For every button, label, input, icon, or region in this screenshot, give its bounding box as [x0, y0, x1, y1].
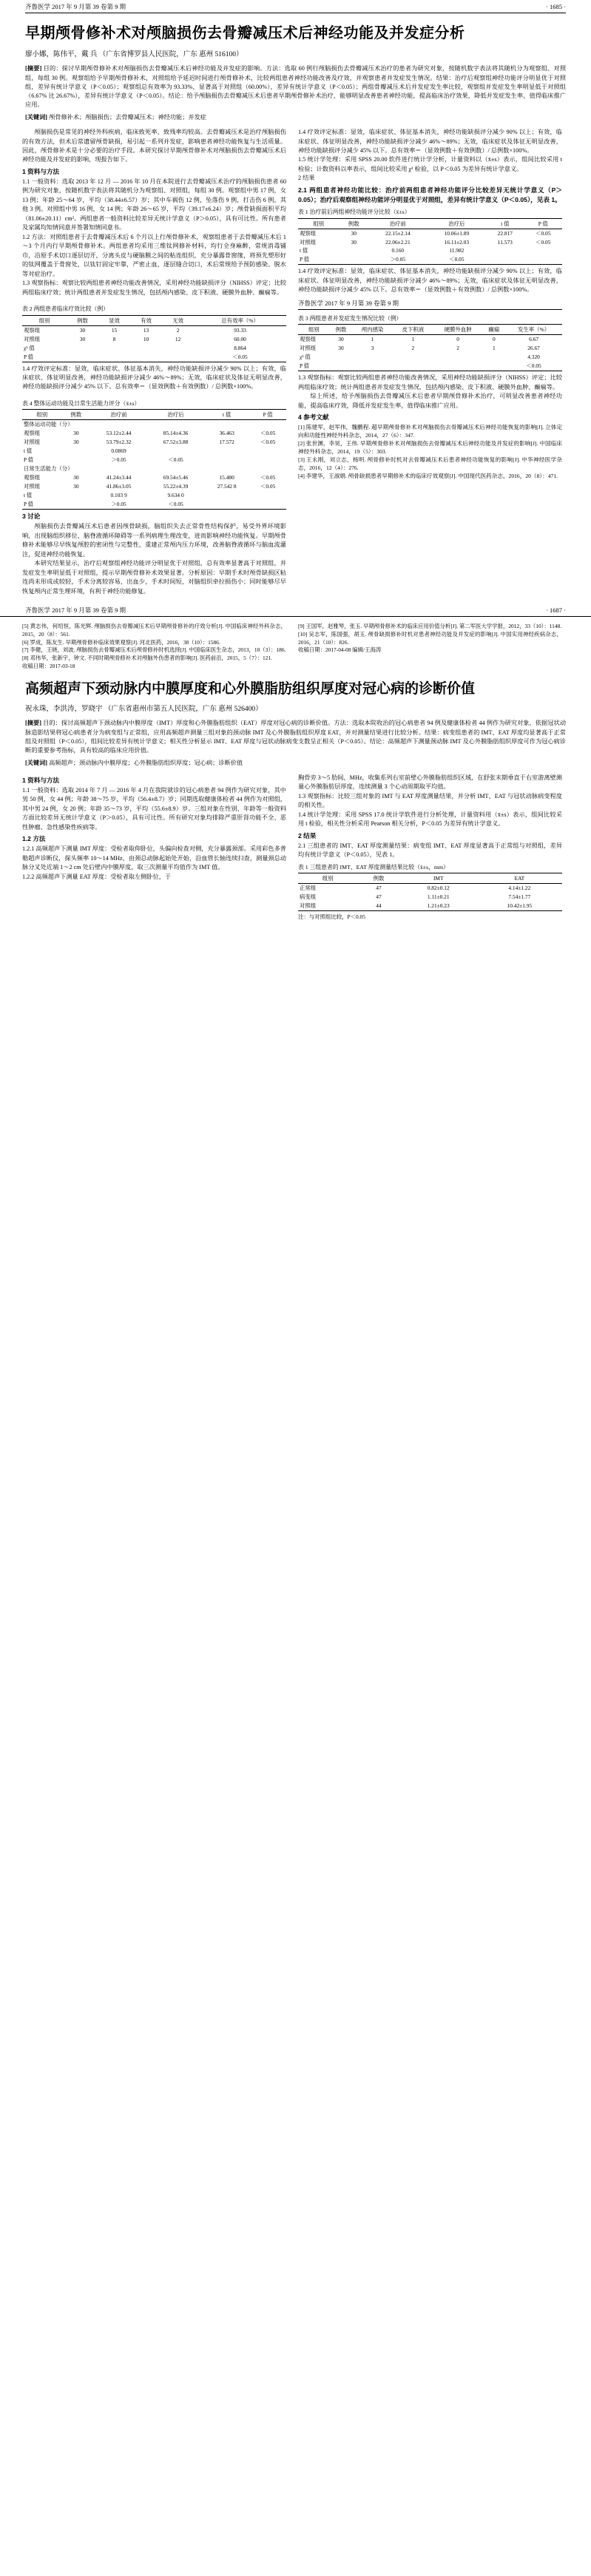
column-left-p1685 [22, 128, 286, 596]
t5-r2c2: 1.21±0.23 [400, 902, 477, 910]
t1-r0c2: 22.15±2.14 [385, 229, 411, 237]
t4-g2r0c4: 15.480 [219, 474, 234, 481]
article-title-1: 早期颅骨修补术对颅脑损伤去骨瓣减压术后神经功能及并发症分析 [25, 25, 465, 42]
t5-r1c3: 7.54±1.77 [508, 893, 531, 901]
body-columns-article2 [22, 774, 569, 922]
article-authors-1: 廖小娜，陈伟平，戴 兵 （广东省博罗县人民医院，广东 惠州 516100） [25, 51, 243, 59]
t3-h1: 例数 [330, 325, 353, 335]
t4-g2r1c1: 30 [73, 483, 79, 490]
t1-r0c5: ＜0.05 [536, 229, 551, 237]
table-row [298, 344, 562, 353]
table-row [298, 884, 562, 893]
reference-item: [1] 陈建军，赵军伟，魏鹏程. 超早期颅骨修补术对颅脑损伤去骨瓣减压术后神经功能恢复的影响[J]. 立体定向和功能性神经外科杂志，2014，27（6）：347. [298, 424, 562, 439]
footnote-item: [7] 李健，王晓，刘波. 颅脑损伤去骨瓣减压术后颅骨修补时机选择[J]. 中国临床医生杂志，2013，10（3）：186. [22, 646, 286, 654]
table-group-label-row [22, 464, 286, 473]
a2-section-results: 2 结果 [298, 831, 317, 839]
t3-r3c4 [433, 362, 483, 371]
t2-r1c0: 对照组 [24, 335, 41, 342]
t1-r1c3: 16.11±2.03 [444, 238, 470, 246]
t1-r2c3: 11.982 [449, 247, 465, 254]
t1-r3c5 [524, 255, 562, 264]
t4-g2r2c1 [62, 491, 90, 500]
t4-g2r3c4 [204, 500, 249, 509]
t2-h1: 例数 [67, 315, 98, 325]
a2-para-index: 1.3 观察指标：比较三组对象的 IMT 与 EAT 厚度测量结果，并分析 IMT、EAT 与冠状动脉病变程度的相关性。 [298, 792, 562, 809]
t3-r1c5: 1 [492, 345, 496, 352]
footnote-item: [8] 邓伟华，张新宇，钟文. 不同时期颅骨修补术对颅脑外伤患者的影响[J]. 医药前沿，2015，5（7）：121. [22, 655, 272, 662]
t4-g2r3c5 [249, 500, 286, 509]
table-1-caption: 表 1 治疗前后两组神经功能评分比较（x̄±s） [298, 209, 411, 216]
table-row [298, 362, 562, 371]
t5-r2c3: 10.42±1.95 [477, 902, 562, 910]
t1-r0c3: 10.06±1.89 [444, 229, 470, 237]
t2-r1c5: 60.00 [234, 335, 246, 342]
abstract-2 [25, 719, 566, 755]
t1-r3c3: ＜0.05 [428, 255, 487, 264]
t2-h2: 显效 [98, 315, 130, 325]
table-row [22, 325, 286, 334]
t2-r0c4: 2 [176, 326, 180, 334]
para-methods: 1.2 方法：对照组患者于去骨瓣减压术后 6 个月以上行颅骨修补术，观察组患者于去骨瓣减压术后 1～3 个月内行早期颅骨修补术。两组患者均采用三维钛网修补材料，均行全身麻醉，常规消毒铺巾，沿原手术切口逐层切开，分离头皮与硬脑膜之间的粘连组织，充分暴露骨窗缘，将预先塑形好的钛网覆盖于骨窗处，以钛钉固定牢靠，严密止血，逐层缝合切口，术后常规给予预防感染、脱水等对症治疗。 [22, 233, 286, 277]
t2-r1c1: 30 [79, 335, 86, 342]
t4-g2r3c2: ＞0.05 [90, 500, 147, 509]
t4-g2r0c1: 30 [73, 474, 79, 481]
running-head-p1687 [0, 604, 591, 617]
t5-r1c2: 1.11±0.21 [427, 893, 450, 901]
t4-g1-label: 整体运动功能（分） [24, 421, 73, 428]
para-result-3: 1.3 观察指标：观察比较两组患者神经功能改善情况，采用神经功能缺损评分（NIHSS）评定；比较两组临床疗效；统计两组患者并发症发生情况，包括颅内感染、皮下积液、硬膜外血肿、癫痫等。 [298, 374, 562, 391]
t3-r3c2 [352, 362, 393, 371]
t5-r1c0: 病变组 [300, 893, 317, 901]
discussion-para-2: 本研究结果显示，治疗后观察组神经功能评分明显优于对照组，总有效率显著高于对照组，并发症发生率明显低于对照组，提示早期颅骨修补术效果显著。分析原因：早期手术时颅骨缺损区粘连尚未形成或较轻，手术分离较容易，出血少，手术时间短，对脑组织牵拉损伤小；同时能够尽早恢复颅内正常生理环境，有利于神经功能修复。 [22, 560, 286, 595]
t4-g2r3c3: ＜0.05 [147, 500, 204, 509]
column-right-p1685 [298, 128, 562, 596]
discussion-para-1: 颅脑损伤去骨瓣减压术后患者因颅骨缺损，脑组织失去正常骨性结构保护，易受外界环境影响，出现脑组织移位、脑脊液循环障碍等一系列病理生理改变，进而影响神经功能恢复。早期颅骨修补术能够尽早恢复颅腔的密闭性与完整性，重建正常颅内压力环境，改善脑脊液循环与脑血流灌注，促进神经功能恢复。 [22, 523, 286, 558]
t4-h4: t 值 [204, 410, 249, 420]
table-row [298, 238, 562, 247]
t3-r0c0: 观察组 [300, 336, 317, 343]
para-efficacy-result: 1.4 疗效评定标准：显效，临床症状、体征基本消失，神经功能缺损评分减少 90% 以上；有效，临床症状、体征明显改善，神经功能缺损评分减少 46%～89%；无效，临床症状及体征无明显改善，神经功能缺损评分减少 45% 以下。总有效率＝（显效例数＋有效例数）/ 总例数×100%。 [22, 365, 286, 391]
footnote-item: [9] 王国军，赵雅琴，张玉. 早期颅骨修补术的临床应用价值分析[J]. 第二军医大学学报，2012，33（10）：1148. [298, 623, 562, 630]
running-head-p1687-left: 齐鲁医学 2017 年 9 月第 39 卷第 9 期 [25, 606, 126, 615]
keywords-text-2: 高频超声；颈动脉内中膜厚度；心外膜脂肪组织厚度；冠心病；诊断价值 [49, 759, 243, 766]
t1-r1c1: 30 [351, 238, 357, 246]
table-row [22, 438, 286, 447]
t4-g2r0c0: 观察组 [24, 474, 41, 481]
t5-h1: 例数 [357, 873, 400, 884]
t1-r3c1 [339, 255, 368, 264]
t2-r3c4 [162, 353, 194, 362]
t3-r1c2: 3 [371, 345, 374, 352]
t3-r3c6: ＜0.05 [505, 362, 562, 371]
t4-g2r1c0: 对照组 [24, 483, 41, 490]
para-statistics: 2 结果 [298, 175, 315, 182]
t3-h2: 颅内感染 [352, 325, 393, 335]
table-row [22, 473, 286, 482]
t4-g1r0c2: 53.12±2.44 [106, 430, 132, 437]
a2-para-result-1: 2.1 三组患者的 IMT、EAT 厚度测量结果：病变组 IMT、EAT 厚度显著高于正常组与对照组，差异均有统计学意义（P＜0.05），见表 1。 [298, 842, 562, 859]
t2-r3c0: P 值 [22, 353, 67, 362]
t2-r2c0: χ² 值 [24, 344, 35, 351]
t5-r0c3: 4.14±1.22 [508, 885, 531, 892]
table-row [298, 353, 562, 362]
t4-g1r0c4: 36.463 [219, 430, 234, 437]
t4-g1r1c0: 对照组 [24, 439, 41, 446]
t5-r1c1: 47 [376, 893, 382, 901]
table-4 [22, 398, 286, 510]
reference-item: [2] 张世渊，李昊，王伟. 早期颅骨修补术对颅脑损伤去骨瓣减压术后神经功能及并发症的影响[J]. 中国临床神经外科杂志，2014，19（5）：303. [298, 440, 562, 456]
t5-r0c0: 正常组 [300, 885, 317, 892]
abstract-label-1: [摘要] [25, 65, 42, 72]
t3-r0c6: 6.67 [529, 336, 539, 343]
t4-h3: 治疗后 [147, 410, 204, 420]
table-row [22, 456, 286, 464]
table-5-caption: 表 1 三组患者的 IMT、EAT 厚度测量结果比较（x̄±s，mm） [298, 863, 449, 871]
keywords-label-2: [关键词] [25, 759, 48, 766]
t1-r0c1: 30 [351, 229, 357, 237]
t2-h3: 有效 [130, 315, 162, 325]
t1-r3c2: ＞0.05 [368, 255, 428, 264]
t3-r2c6: 4.320 [527, 354, 540, 361]
para-intro-1: 颅脑损伤是常见的神经外科疾病，临床致死率、致残率均较高。去骨瓣减压术是治疗颅脑损伤的有效方法，但术后常遗留颅骨缺损，易引起一系列并发症，影响患者神经功能恢复与生活质量。因此，颅骨修补术是十分必要的治疗手段。本研究探讨早期颅骨修补术对颅脑损伤去骨瓣减压术后神经功能及并发症的影响，现报告如下。 [22, 129, 286, 163]
t5-h3: EAT [477, 873, 562, 884]
t2-h4: 无效 [162, 315, 194, 325]
t4-g1r3c1 [62, 456, 90, 464]
t3-r0c4: 0 [456, 336, 459, 343]
column-left-article2 [22, 774, 286, 922]
keywords-label-1: [关键词] [25, 113, 48, 121]
t3-r1c3: 2 [411, 345, 415, 352]
t4-g2r1c5: ＜0.05 [260, 483, 276, 490]
t2-r2c4 [162, 344, 194, 353]
received-date: 收稿日期：2017-03-18 [22, 662, 75, 669]
t4-g1r2c2: 0.0869 [111, 447, 126, 455]
table-3-caption: 表 3 两组患者并发症发生情况比较（例） [298, 314, 402, 322]
t1-r0c0: 观察组 [300, 229, 317, 237]
t4-g2r1c3: 55.22±4.39 [163, 483, 189, 490]
para-efficacy-criteria: 1.5 统计学处理：采用 SPSS 20.00 软件进行统计学分析，计量资料以（x̄±s）表示，组间比较采用 t 检验；计数资料以率表示，组间比较采用 χ² 检验，以 P＜0.05 为差异有统计学意义。 [298, 156, 562, 172]
table-5-note: 注：与对照组比较，P＜0.05 [298, 913, 365, 921]
table-row [22, 429, 286, 438]
t2-r0c1: 30 [79, 326, 86, 334]
t2-r3c5: ＜0.05 [194, 353, 286, 362]
footnote-item: [10] 吴志军，陈国强，胡玉. 颅骨缺损修补时机对患者神经功能及并发症的影响[J]. 中国实用神经疾病杂志，2016，21（10）：826. [298, 630, 562, 646]
t4-g1r1c5: ＜0.05 [260, 439, 276, 446]
table-row [22, 335, 286, 344]
t4-g1r2c1 [62, 447, 90, 456]
t4-g2r1c2: 41.86±3.05 [106, 483, 132, 490]
para-observation-index: 1.3 观察指标：观察比较两组患者神经功能改善情况，采用神经功能缺损评分（NIHSS）评定；比较两组临床疗效；统计两组患者并发症发生情况，包括颅内感染、皮下积液、硬膜外血肿、癫痫等。 [22, 280, 286, 296]
t2-r0c2: 15 [111, 326, 118, 334]
t3-h0: 组别 [298, 325, 330, 335]
footnote-column-left [22, 623, 286, 670]
t1-h0: 组别 [298, 218, 339, 229]
a2-section-materials: 1 资料与方法 [22, 776, 60, 784]
t2-r1c3: 10 [143, 335, 149, 342]
footnote-item: 收稿日期：2017-04-08 编辑/王海涛 [298, 646, 382, 654]
t2-r2c2 [98, 344, 130, 353]
t4-g2-label: 日常生活能力（分） [24, 465, 73, 473]
para-result-2: 1.4 疗效评定标准：显效，临床症状、体征基本消失，神经功能缺损评分减少 90% 以上；有效，临床症状、体征明显改善，神经功能缺损评分减少 46%～89%；无效，临床症状及体征无明显改善，神经功能缺损评分减少 45% 以下。总有效率＝（显效例数＋有效例数）/ 总例数×100%。 [298, 268, 562, 294]
t3-r0c2: 1 [371, 336, 374, 343]
a2-para-eat-cont: 胸骨旁 3～5 肋间，MHz，收集系列右室前壁心外膜脂肪组织区域，在舒张末期垂直于右室游离壁测量心外膜脂肪层厚度，连续测量 3 个心动周期取平均值。 [298, 774, 562, 791]
t3-r1c1: 30 [338, 345, 344, 352]
table-row [298, 893, 562, 902]
inline-running-head-text: 齐鲁医学 2017 年 9 月第 39 卷第 9 期 [298, 299, 399, 307]
t3-r2c5 [483, 353, 506, 362]
abstract-text-2: 目的：探讨高频超声下颈动脉内中膜厚度（IMT）厚度和心外膜脂肪组织（EAT）厚度对冠心病的诊断价值。方法：选取本院收治的冠心病患者 94 例及健康体检者 44 例作为研究对象，依据冠状动脉造影结果将冠心病患者分为病变组与正常组，应用高频超声测量三组对象的颈动脉 IMT 及心外膜脂肪组织厚度 EAT，并对测量结果进行比较分析。结果：病变组患者的 IMT、EAT 厚度均显著高于正常组及对照组（P＜0.05），组间比较差异有统计学意义；相关性分析显示 IMT、EAT 厚度与冠状动脉病变支数呈正相关（P＜0.05）。结论：高频超声下测量颈动脉 IMT 及心外膜脂肪组织厚度可作为冠心病诊断的重要参考指标，具有较高的临床应用价值。 [25, 720, 567, 754]
para-general-data: 1.1 一般资料：选取 2013 年 12 月 — 2016 年 10 月在本院进行去骨瓣减压术治疗的颅脑损伤患者 60 例为研究对象，按随机数字表法将其随机分为观察组、对照组，每组 30 例。观察组中男 17 例，女 13 例；年龄 25～64 岁，平均（38.44±6.57）岁；其中车祸伤 12 例，坠落伤 9 例，打击伤 6 例，其他 3 例。对照组中男 16 例，女 14 例；年龄 26～65 岁，平均（39.17±6.24）岁；颅骨缺损面积平均（81.06±20.11）cm²。两组患者一般资料比较差异无统计学意义（P＞0.05），具有可比性。所有患者及家属均知情同意并签署知情同意书。 [22, 178, 286, 231]
t2-r1c4: 12 [175, 335, 181, 342]
t2-h0: 组别 [22, 315, 67, 325]
t4-g1r1c4: 17.572 [219, 439, 234, 446]
t3-h5: 癫痫 [483, 325, 506, 335]
t5-r0c2: 0.82±0.12 [427, 885, 450, 892]
body-columns-p1685 [22, 128, 569, 596]
t3-r1c0: 对照组 [300, 345, 317, 352]
table-row [298, 902, 562, 910]
keywords-1 [25, 113, 566, 122]
t1-r1c0: 对照组 [300, 238, 317, 246]
t2-r0c3: 13 [143, 326, 149, 334]
footnote-item: [5] 黄志伟，何绍恒，陈光辉. 颅脑损伤去骨瓣减压术后早期颅骨修补的疗效分析[J]. 中国临床神经外科杂志，2015，20（8）：561. [22, 623, 286, 638]
t2-r1c2: 8 [112, 335, 116, 342]
t1-r0c4: 22.817 [497, 229, 513, 237]
t3-r3c0: P 值 [298, 362, 330, 371]
t3-r2c2 [352, 353, 393, 362]
t3-h3: 皮下积液 [393, 325, 433, 335]
t1-h1: 例数 [339, 218, 368, 229]
t4-g1r2c3 [147, 447, 204, 456]
t2-r2c3 [130, 344, 162, 353]
table-row [22, 447, 286, 456]
article-title-2: 高频超声下颈动脉内中膜厚度和心外膜脂肪组织厚度对冠心病的诊断价值 [25, 680, 476, 697]
running-head-top [0, 0, 591, 13]
table-row [298, 335, 562, 344]
para-nihss-scale: 1.4 疗效评定标准：显效，临床症状、体征基本消失，神经功能缺损评分减少 90% 以上；有效，临床症状、体征明显改善，神经功能缺损评分减少 46%～89%；无效，临床症状及体征无明显改善，神经功能缺损评分减少 45% 以下。总有效率＝（显效例数＋有效例数）/ 总例数×100%。 [298, 129, 562, 155]
t4-g2r0c5: ＜0.05 [260, 474, 276, 481]
table-row [22, 491, 286, 500]
t3-r2c4 [433, 353, 483, 362]
reference-item: [4] 李建华，王淑娟. 颅骨缺损患者早期修补术的临床疗效观察[J]. 中国现代医药杂志，2016，20（8）：471. [298, 473, 558, 480]
t2-r0c5: 93.33 [234, 326, 246, 334]
t4-g2r2c3: 9.634 0 [167, 492, 184, 499]
table-3 [298, 313, 562, 371]
abstract-label-2: [摘要] [25, 720, 42, 727]
abstract-1 [25, 64, 566, 109]
running-head-left: 齐鲁医学 2017 年 9 月第 39 卷第 9 期 [25, 3, 126, 10]
t1-h2: 治疗前 [368, 218, 428, 229]
t3-r0c3: 1 [411, 336, 415, 343]
t5-h0: 组别 [298, 873, 357, 884]
t4-g1r1c3: 67.52±3.88 [163, 439, 189, 446]
t4-g2r3c0: P 值 [22, 500, 62, 509]
t4-g2r2c2: 0.103 9 [110, 492, 127, 499]
footnote-column-right [298, 623, 562, 670]
running-head-p1687-right: · 1687 · [546, 606, 566, 615]
t3-r1c4: 2 [456, 345, 459, 352]
running-head-right: · 1685 · [546, 3, 566, 10]
t1-r2c2: 0.160 [391, 247, 405, 254]
a2-para-general-data: 1.1 一般资料：选取 2014 年 7 月 — 2016 年 4 月在我院就诊的冠心病患者 94 例作为研究对象，其中男 50 例，女 44 例；年龄 38～75 岁，平均（56.4±8.7）岁；同期选取健康体检者 44 例作为对照组，其中男 24 例，女 20 例；年龄 35～73 岁，平均（55.6±8.9）岁。三组对象在性别、年龄等一般资料方面比较差异无统计学意义（P＞0.05），具有可比性。所有研究对象均排除严重肝肾功能不全、恶性肿瘤、急性感染性疾病等。 [22, 787, 286, 831]
table-row [298, 255, 562, 264]
t4-g1r3c4 [204, 456, 249, 464]
t5-h2: IMT [400, 873, 477, 884]
t1-h4: t 值 [486, 218, 524, 229]
table-row [22, 353, 286, 362]
table-row [298, 246, 562, 255]
footnote-item: [6] 罗成，陈友生. 早期颅骨修补临床效果观察[J]. 河北医药，2016，38（10）：1586. [22, 638, 220, 646]
t4-g2r0c2: 41.24±3.44 [106, 474, 132, 481]
t1-h5: P 值 [524, 218, 562, 229]
t3-r2c3 [393, 353, 433, 362]
t5-r0c1: 47 [376, 885, 382, 892]
t4-h0: 组别 [22, 410, 62, 420]
table-5 [298, 862, 562, 911]
a2-para-stats: 1.4 统计学处理：采用 SPSS 17.0 统计学软件进行分析处理，计量资料用（x̄±s）表示，组间比较采用 t 检验，相关性分析采用 Pearson 相关分析，P＜0.05 为差异有统计学意义。 [298, 811, 562, 828]
t2-r3c2 [98, 353, 130, 362]
section-heading-materials: 1 资料与方法 [22, 167, 60, 175]
t3-r0c5: 0 [492, 336, 496, 343]
article-authors-2: 祝永珠，李洪涛，罗晓宇 （广东省惠州市第五人民医院，广东 惠州 526400） [25, 706, 263, 714]
footnote-columns [22, 623, 569, 670]
a2-para-eat: 1.2.2 高频超声下测量 EAT 厚度：受检者取左侧卧位，于 [22, 873, 172, 880]
a2-para-imt: 1.2.1 高频超声下测量 IMT 厚度：受检者取仰卧位，头偏向检查对侧，充分暴露颈部。采用彩色多普勒超声诊断仪，探头频率 10～14 MHz，由颈总动脉起始处开始，沿血管长轴连续扫查，测量颈总动脉分叉处近端 1～2 cm 处后壁内中膜厚度，取三次测量平均值作为 IMT 值。 [22, 845, 286, 871]
t4-g1r3c3: ＜0.05 [168, 456, 183, 464]
t2-r0c0: 观察组 [24, 326, 41, 334]
t4-g1r0c3: 85.14±4.36 [163, 430, 189, 437]
t4-g2r0c3: 69.54±5.46 [163, 474, 189, 481]
t3-r3c5 [483, 362, 506, 371]
t1-r3c0: P 值 [298, 255, 339, 264]
t4-g2r1c4: 27.542 8 [217, 483, 237, 490]
discussion-para-3: 综上所述，给予颅脑损伤去骨瓣减压术后患者早期颅骨修补术治疗，可明显改善患者神经功能，提高临床疗效，降低并发症发生率，值得临床推广应用。 [298, 393, 562, 409]
t4-g1r3c2: ＞0.05 [111, 456, 126, 464]
t1-r2c4 [486, 246, 524, 255]
abstract-text-1: 目的：探讨早期颅骨修补术对颅脑损伤去骨瓣减压术后神经功能及并发症的影响。方法：选取 60 例行颅脑损伤去骨瓣减压术治疗的患者为研究对象，按随机数字表法将其随机分为观察组、对照组，每组 30 例。观察组给予早期颅骨修补术，对照组给予延迟时间进行颅骨修补术，比较两组患者神经功能改善及疗效，并观察患者并发症发生情况。结果：治疗后观察组神经功能评分明显优于对照组，差异有统计学意义（P＜0.05）；观察组总有效率为 93.33%，显著高于对照组（60.00%），差异有统计学意义（P＜0.05）；两组骨瓣减压术后并发症发生率比较，观察组并发症发生率明显低于对照组（6.67% 比 26.67%），差异有统计学意义（P＜0.05）。结论：给予颅脑损伤去骨瓣减压术后患者早期颅骨修补术治疗，能够明显改善患者神经功能，提高临床治疗效果，降低并发症发生率，值得临床推广应用。 [25, 65, 567, 109]
t1-r3c4 [486, 255, 524, 264]
t4-g1r1c1: 30 [73, 439, 79, 446]
t3-r3c1 [330, 362, 353, 371]
table-group-label-row [22, 420, 286, 429]
column-right-article2 [298, 774, 562, 922]
t1-r2c0: t 值 [300, 247, 308, 254]
a2-section-methods: 1.2 方法 [22, 835, 46, 843]
section-heading-results: 2.1 两组患者神经功能比较：治疗前两组患者神经功能评分比较差异无统计学意义（P＞0.05）；治疗后观察组神经功能评分明显优于对照组，差异有统计学意义（P＜0.05），见表 1。 [298, 186, 562, 203]
table-row [22, 500, 286, 509]
t3-r0c1: 30 [338, 336, 344, 343]
table-1 [298, 206, 562, 265]
t1-h3: 治疗后 [428, 218, 487, 229]
table-2 [22, 303, 286, 362]
table-2-caption: 表 2 两组患者临床疗效比较（例） [22, 305, 109, 313]
t4-g1r3c0: P 值 [24, 456, 34, 464]
t4-h1: 例数 [62, 410, 90, 420]
t4-g1r0c5: ＜0.05 [260, 430, 276, 437]
t4-g1r0c1: 30 [73, 430, 79, 437]
t3-r1c6: 26.67 [527, 345, 540, 352]
t4-g1r0c0: 观察组 [24, 430, 41, 437]
table-4-caption: 表 4 整体运动功能及日常生活能力评分（x̄±s） [22, 399, 141, 407]
t4-h5: P 值 [249, 410, 286, 420]
references-heading: 4 参考文献 [298, 413, 329, 422]
t1-r1c2: 22.06±2.21 [385, 238, 411, 246]
t2-r3c1 [67, 353, 98, 362]
t1-r1c4: 11.573 [497, 238, 513, 246]
t2-r2c5: 8.864 [234, 344, 246, 351]
t4-g1r2c4 [204, 447, 249, 456]
table-row [298, 229, 562, 237]
t5-r2c0: 对照组 [298, 902, 357, 910]
t1-r1c5: ＜0.05 [536, 238, 551, 246]
t3-h6: 发生率（%） [505, 325, 562, 335]
t4-g2r2c5 [249, 491, 286, 500]
t1-r2c1 [339, 246, 368, 255]
table-row [22, 482, 286, 491]
t4-g2r3c1 [62, 500, 90, 509]
section-heading-discussion: 3 讨论 [22, 513, 41, 521]
t2-r2c1 [67, 344, 98, 353]
t4-h2: 治疗前 [90, 410, 147, 420]
table-row [22, 344, 286, 353]
t1-r2c5 [524, 246, 562, 255]
t2-r3c3 [130, 353, 162, 362]
reference-item: [3] 王永刚，刘立志，杨明. 颅骨修补时机对去骨瓣减压术后患者神经功能恢复的影响[J]. 中华神经医学杂志，2016，12（4）：276. [298, 456, 562, 472]
t4-g1r3c5 [249, 456, 286, 464]
t4-g1r1c2: 53.79±2.32 [106, 439, 132, 446]
inline-running-head [298, 295, 562, 310]
t2-h5: 总有效率（%） [194, 315, 286, 325]
t3-r2c1 [330, 353, 353, 362]
t5-r2c1: 44 [357, 902, 400, 910]
t4-g2r2c0: t 值 [24, 492, 33, 499]
t4-g1r2c0: t 值 [24, 447, 33, 455]
t4-g2r2c4 [204, 491, 249, 500]
keywords-2 [25, 759, 566, 768]
t3-r2c0: χ² 值 [300, 354, 311, 361]
keywords-text-1: 颅骨修补术；颅脑损伤；去骨瓣减压术；神经功能；并发症 [49, 113, 206, 121]
t3-r3c3 [393, 362, 433, 371]
references-list [298, 423, 562, 480]
t4-g1r2c5 [249, 447, 286, 456]
t3-h4: 硬膜外血肿 [433, 325, 483, 335]
